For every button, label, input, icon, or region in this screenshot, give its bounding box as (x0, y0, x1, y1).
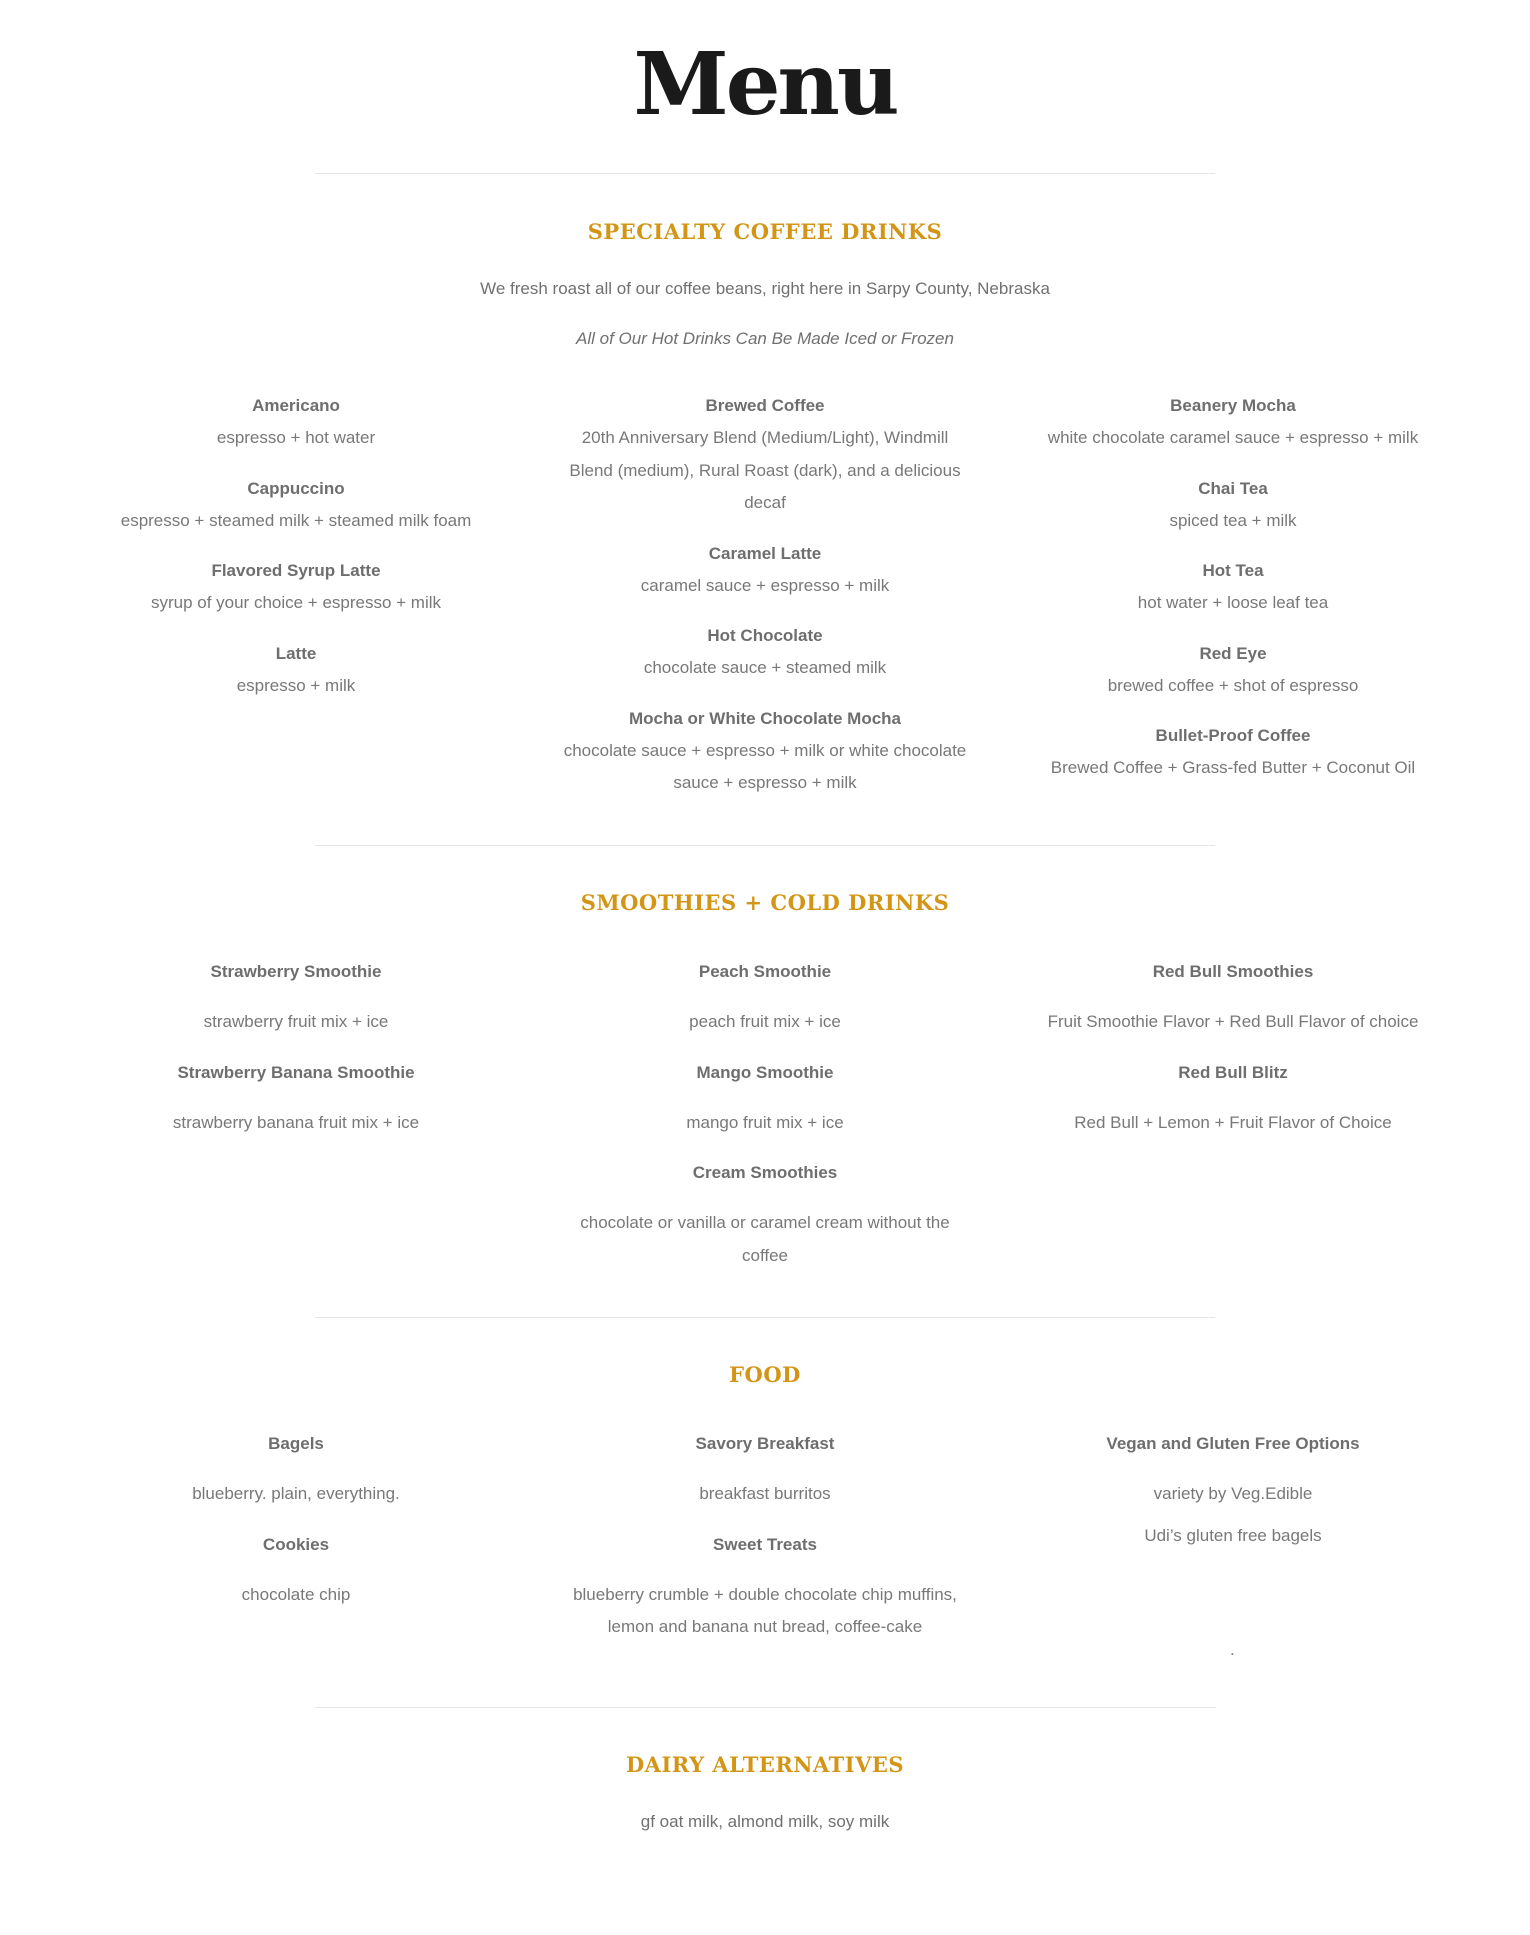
menu-item (545, 703, 985, 800)
section-title-food: FOOD (729, 1362, 801, 1387)
menu-item (1013, 1419, 1453, 1511)
menu-item (1013, 1520, 1453, 1553)
food-column-3 (1013, 1419, 1453, 1561)
item-description: white chocolate caramel sauce + espresso + milk (1047, 428, 1419, 447)
item-name: Peach Smoothie (698, 962, 832, 981)
item-name: Vegan and Gluten Free Options (1106, 1434, 1360, 1453)
divider (315, 1317, 1215, 1318)
item-name: Hot Tea (1202, 561, 1264, 580)
smoothies-column-3 (1013, 947, 1453, 1148)
item-name: Red Eye (1199, 643, 1267, 663)
item-name: Red Bull Smoothies (1152, 962, 1314, 981)
item-description: espresso + hot water (216, 428, 376, 447)
item-name: Savory Breakfast (695, 1434, 835, 1453)
item-name: Mocha or White Chocolate Mocha (628, 708, 902, 728)
item-name: Beanery Mocha (1170, 396, 1296, 415)
item-name: Flavored Syrup Latte (211, 561, 381, 580)
menu-item (545, 538, 985, 603)
smoothies-column-2 (545, 947, 985, 1281)
menu-item (76, 1419, 516, 1511)
item-description: Red Bull + Lemon + Fruit Flavor of Choice (1074, 1112, 1392, 1132)
item-description: mango fruit mix + ice (686, 1112, 844, 1132)
item-name: Bullet-Proof Coffee (1155, 726, 1311, 745)
divider (315, 845, 1215, 846)
section-title-dairy: DAIRY ALTERNATIVES (625, 1752, 905, 1777)
item-name: Americano (252, 396, 340, 415)
menu-item (1013, 638, 1453, 703)
menu-item (76, 638, 516, 703)
item-description: brewed coffee + shot of espresso (1107, 675, 1359, 695)
menu-item (1013, 720, 1453, 785)
menu-item (545, 1048, 985, 1140)
item-name: Cream Smoothies (692, 1163, 838, 1182)
menu-item (1013, 1048, 1453, 1140)
menu-item (76, 1048, 516, 1140)
menu-item (76, 947, 516, 1039)
item-description: chocolate or vanilla or caramel cream without the coffee (580, 1213, 950, 1265)
coffee-column-1 (76, 390, 516, 720)
trailing-dot: . (1230, 1640, 1235, 1659)
item-name: Strawberry Banana Smoothie (177, 1062, 415, 1082)
item-name: Latte (275, 643, 317, 663)
item-name: Hot Chocolate (707, 626, 823, 645)
item-name: Mango Smoothie (696, 1062, 834, 1082)
item-description: Brewed Coffee + Grass-fed Butter + Coconut Oil (1050, 758, 1416, 777)
item-description: caramel sauce + espresso + milk (640, 575, 890, 595)
menu-item (545, 947, 985, 1039)
item-description: breakfast burritos (699, 1484, 831, 1503)
item-description: strawberry banana fruit mix + ice (172, 1112, 420, 1132)
page-title: Menu (633, 34, 897, 135)
coffee-column-3 (1013, 390, 1453, 803)
item-description: chocolate chip (241, 1584, 351, 1604)
item-description: chocolate sauce + steamed milk (643, 658, 887, 677)
item-description: syrup of your choice + espresso + milk (150, 593, 442, 612)
item-description: espresso + milk (236, 675, 356, 695)
item-description: chocolate sauce + espresso + milk or white chocolate sauce + espresso + milk (563, 740, 967, 792)
coffee-note: All of Our Hot Drinks Can Be Made Iced or Frozen (576, 329, 954, 348)
coffee-tagline: We fresh roast all of our coffee beans, right here in Sarpy County, Nebraska (480, 279, 1050, 298)
dairy-description: gf oat milk, almond milk, soy milk (640, 1812, 890, 1831)
food-column-2 (545, 1419, 985, 1653)
item-name: Brewed Coffee (705, 396, 825, 415)
item-description: espresso + steamed milk + steamed milk foam (120, 510, 472, 530)
menu-item (545, 1148, 985, 1272)
item-name: Chai Tea (1198, 478, 1268, 498)
item-name: Caramel Latte (708, 543, 822, 563)
coffee-column-2 (545, 390, 985, 818)
section-title-coffee: SPECIALTY COFFEE DRINKS (587, 219, 943, 244)
item-description: peach fruit mix + ice (689, 1012, 841, 1031)
menu-item (76, 473, 516, 538)
menu-item (545, 620, 985, 685)
item-description: blueberry. plain, everything. (192, 1484, 400, 1503)
item-description: Udi’s gluten free bagels (1144, 1525, 1322, 1545)
item-name: Bagels (268, 1434, 324, 1453)
menu-item (1013, 473, 1453, 538)
menu-item (545, 390, 985, 520)
item-name: Cookies (262, 1534, 330, 1554)
item-description: spiced tea + milk (1169, 510, 1297, 530)
menu-item (545, 1419, 985, 1511)
menu-item (1013, 947, 1453, 1039)
food-column-1 (76, 1419, 516, 1620)
menu-item (1013, 390, 1453, 455)
menu-item (76, 390, 516, 455)
item-name: Cappuccino (247, 478, 345, 498)
menu-item (545, 1520, 985, 1644)
item-description: 20th Anniversary Blend (Medium/Light), Windmill Blend (medium), Rural Roast (dark), and a delicious decaf (569, 428, 961, 512)
divider (315, 1707, 1215, 1708)
section-title-smoothies: SMOOTHIES + COLD DRINKS (580, 890, 950, 915)
item-description: strawberry fruit mix + ice (203, 1012, 389, 1031)
divider (315, 173, 1215, 174)
menu-item (76, 555, 516, 620)
smoothies-column-1 (76, 947, 516, 1148)
item-description: Fruit Smoothie Flavor + Red Bull Flavor of choice (1047, 1012, 1419, 1031)
menu-item (76, 1520, 516, 1612)
item-description: blueberry crumble + double chocolate chip muffins, lemon and banana nut bread, coffee-cake (573, 1584, 957, 1636)
item-description: hot water + loose leaf tea (1137, 593, 1329, 612)
item-description: variety by Veg.Edible (1153, 1484, 1313, 1503)
item-name: Strawberry Smoothie (210, 962, 382, 981)
item-name: Red Bull Blitz (1178, 1062, 1288, 1082)
menu-item (1013, 555, 1453, 620)
item-name: Sweet Treats (713, 1534, 817, 1554)
